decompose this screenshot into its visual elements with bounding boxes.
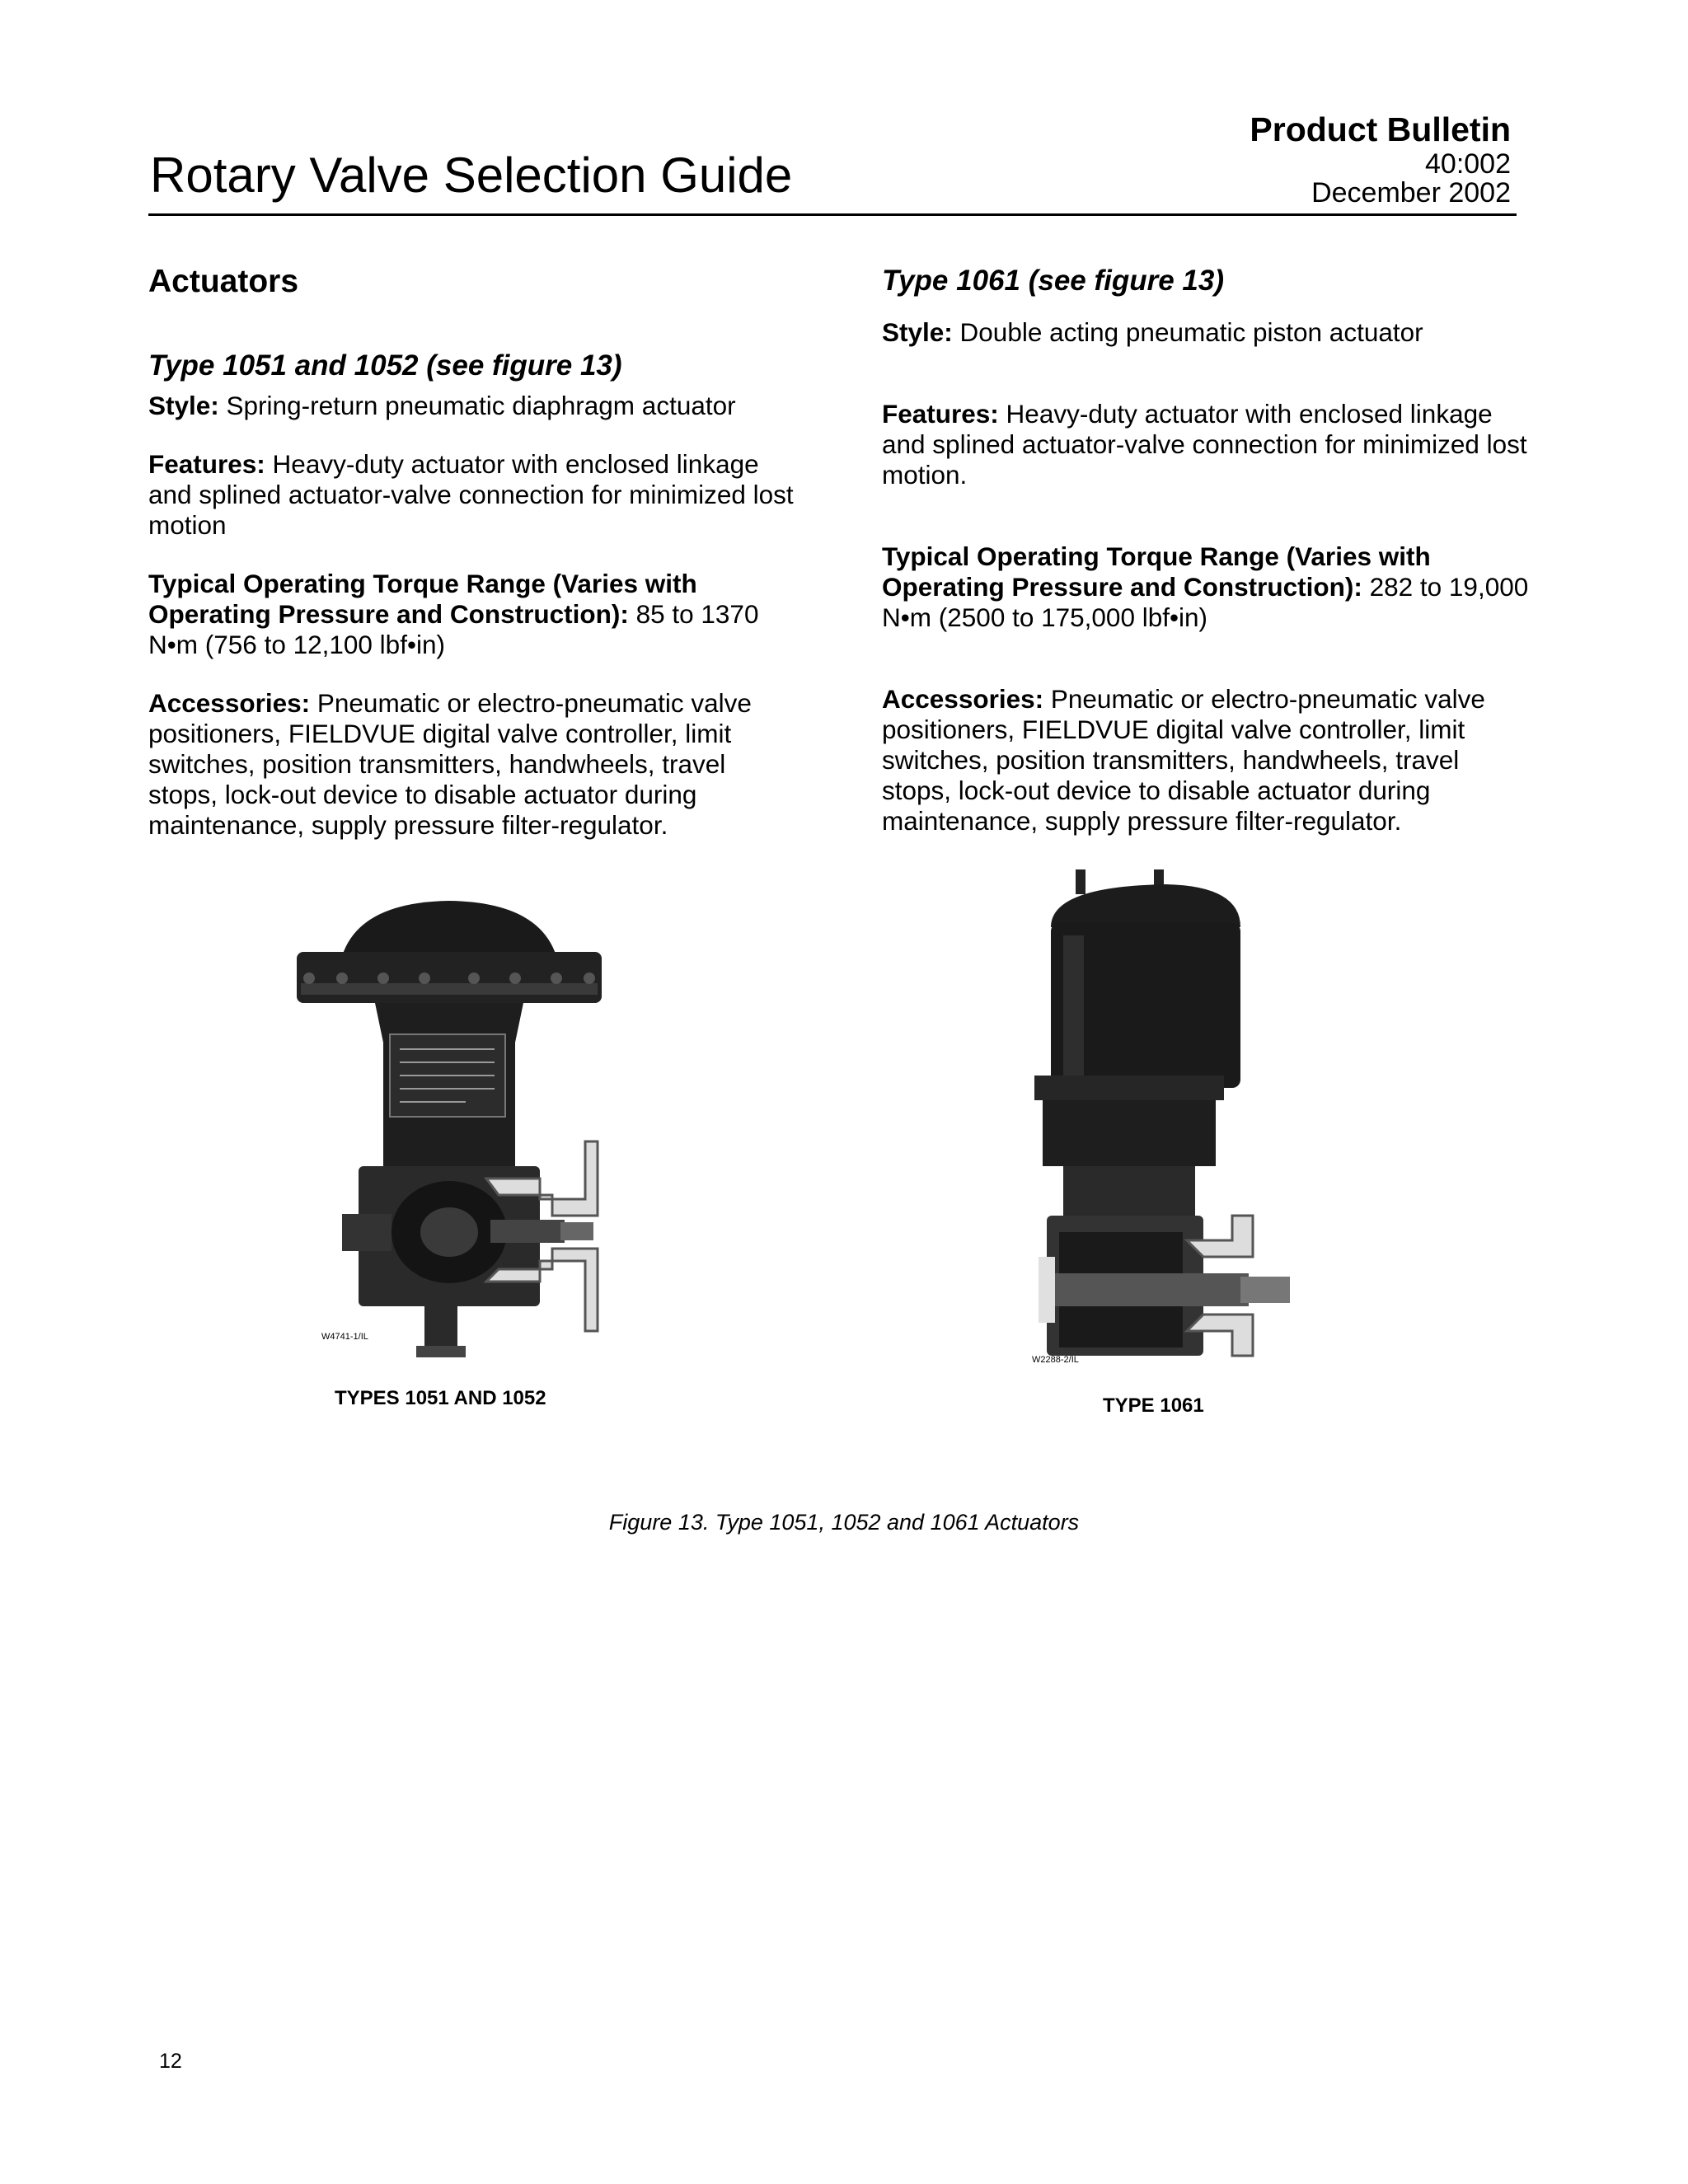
page-number: 12: [159, 2050, 182, 2073]
left-style-label: Style:: [148, 391, 219, 420]
left-torque-label: Typical Operating Torque Range (Varies with Operating Pressure and Construction):: [148, 569, 697, 629]
right-style-text: Double acting pneumatic piston actuator: [952, 317, 1423, 347]
left-accessories-text: Pneumatic or electro-pneumatic valve positioners, FIELDVUE digital valve controller, limit switches, position transmitters, handwheels, travel stops, lock-out device to disable actuator during maintenance, supply pressure filter-regulator.: [148, 688, 752, 840]
left-features-label: Features:: [148, 449, 265, 479]
right-features-text: Heavy-duty actuator with enclosed linkage and splined actuator-valve connection for minimized lost motion.: [882, 399, 1527, 490]
left-features: [148, 449, 799, 541]
figure-label-left: TYPES 1051 AND 1052: [335, 1387, 546, 1409]
left-style-text: Spring-return pneumatic diaphragm actuator: [218, 391, 736, 420]
right-accessories: [882, 684, 1533, 837]
right-features: [882, 399, 1533, 490]
left-torque-text: 85 to 1370 N•m (756 to 12,100 lbf•in): [148, 599, 759, 659]
figure-code-left: W4741-1/IL: [321, 1332, 368, 1342]
left-features-text: Heavy-duty actuator with enclosed linkage and splined actuator-valve connection for minimized lost motion: [148, 449, 794, 540]
header-rule: [148, 213, 1517, 216]
right-torque: [882, 541, 1533, 633]
left-subheading: Type 1051 and 1052 (see figure 13): [148, 349, 622, 382]
document-title: Rotary Valve Selection Guide: [150, 148, 793, 203]
right-accessories-text: Pneumatic or electro-pneumatic valve positioners, FIELDVUE digital valve controller, limit switches, position transmitters, handwheels, travel stops, lock-out device to disable actuator during maintenance, supply pressure filter-regulator.: [882, 684, 1485, 836]
right-features-label: Features:: [882, 399, 999, 429]
right-torque-label: Typical Operating Torque Range (Varies with Operating Pressure and Construction):: [882, 541, 1431, 602]
left-torque: [148, 569, 799, 660]
right-torque-text: 282 to 19,000 N•m (2500 to 175,000 lbf•in): [882, 572, 1529, 632]
bulletin-label: Product Bulletin: [1250, 110, 1511, 148]
actuator-1051-1052-image: [293, 894, 606, 1372]
right-style-label: Style:: [882, 317, 953, 347]
actuator-1061-image: [1034, 869, 1298, 1364]
right-column: [882, 264, 1533, 837]
right-style: [882, 317, 1533, 348]
left-style: [148, 391, 799, 421]
figure-code-right: W2288-2/IL: [1032, 1355, 1079, 1365]
left-column: [148, 264, 799, 841]
right-accessories-label: Accessories:: [882, 684, 1044, 714]
bulletin-number: 40:002: [1425, 148, 1511, 180]
left-accessories-label: Accessories:: [148, 688, 311, 718]
piston-actuator-illustration: [1034, 869, 1298, 1364]
diaphragm-actuator-illustration: [293, 894, 606, 1372]
section-heading: Actuators: [148, 264, 299, 299]
figure-label-right: TYPE 1061: [1103, 1394, 1204, 1417]
figure-caption: Figure 13. Type 1051, 1052 and 1061 Actuators: [608, 1510, 1080, 1535]
left-accessories: [148, 688, 799, 841]
bulletin-date: December 2002: [1311, 177, 1511, 209]
right-subheading: Type 1061 (see figure 13): [882, 265, 1225, 297]
